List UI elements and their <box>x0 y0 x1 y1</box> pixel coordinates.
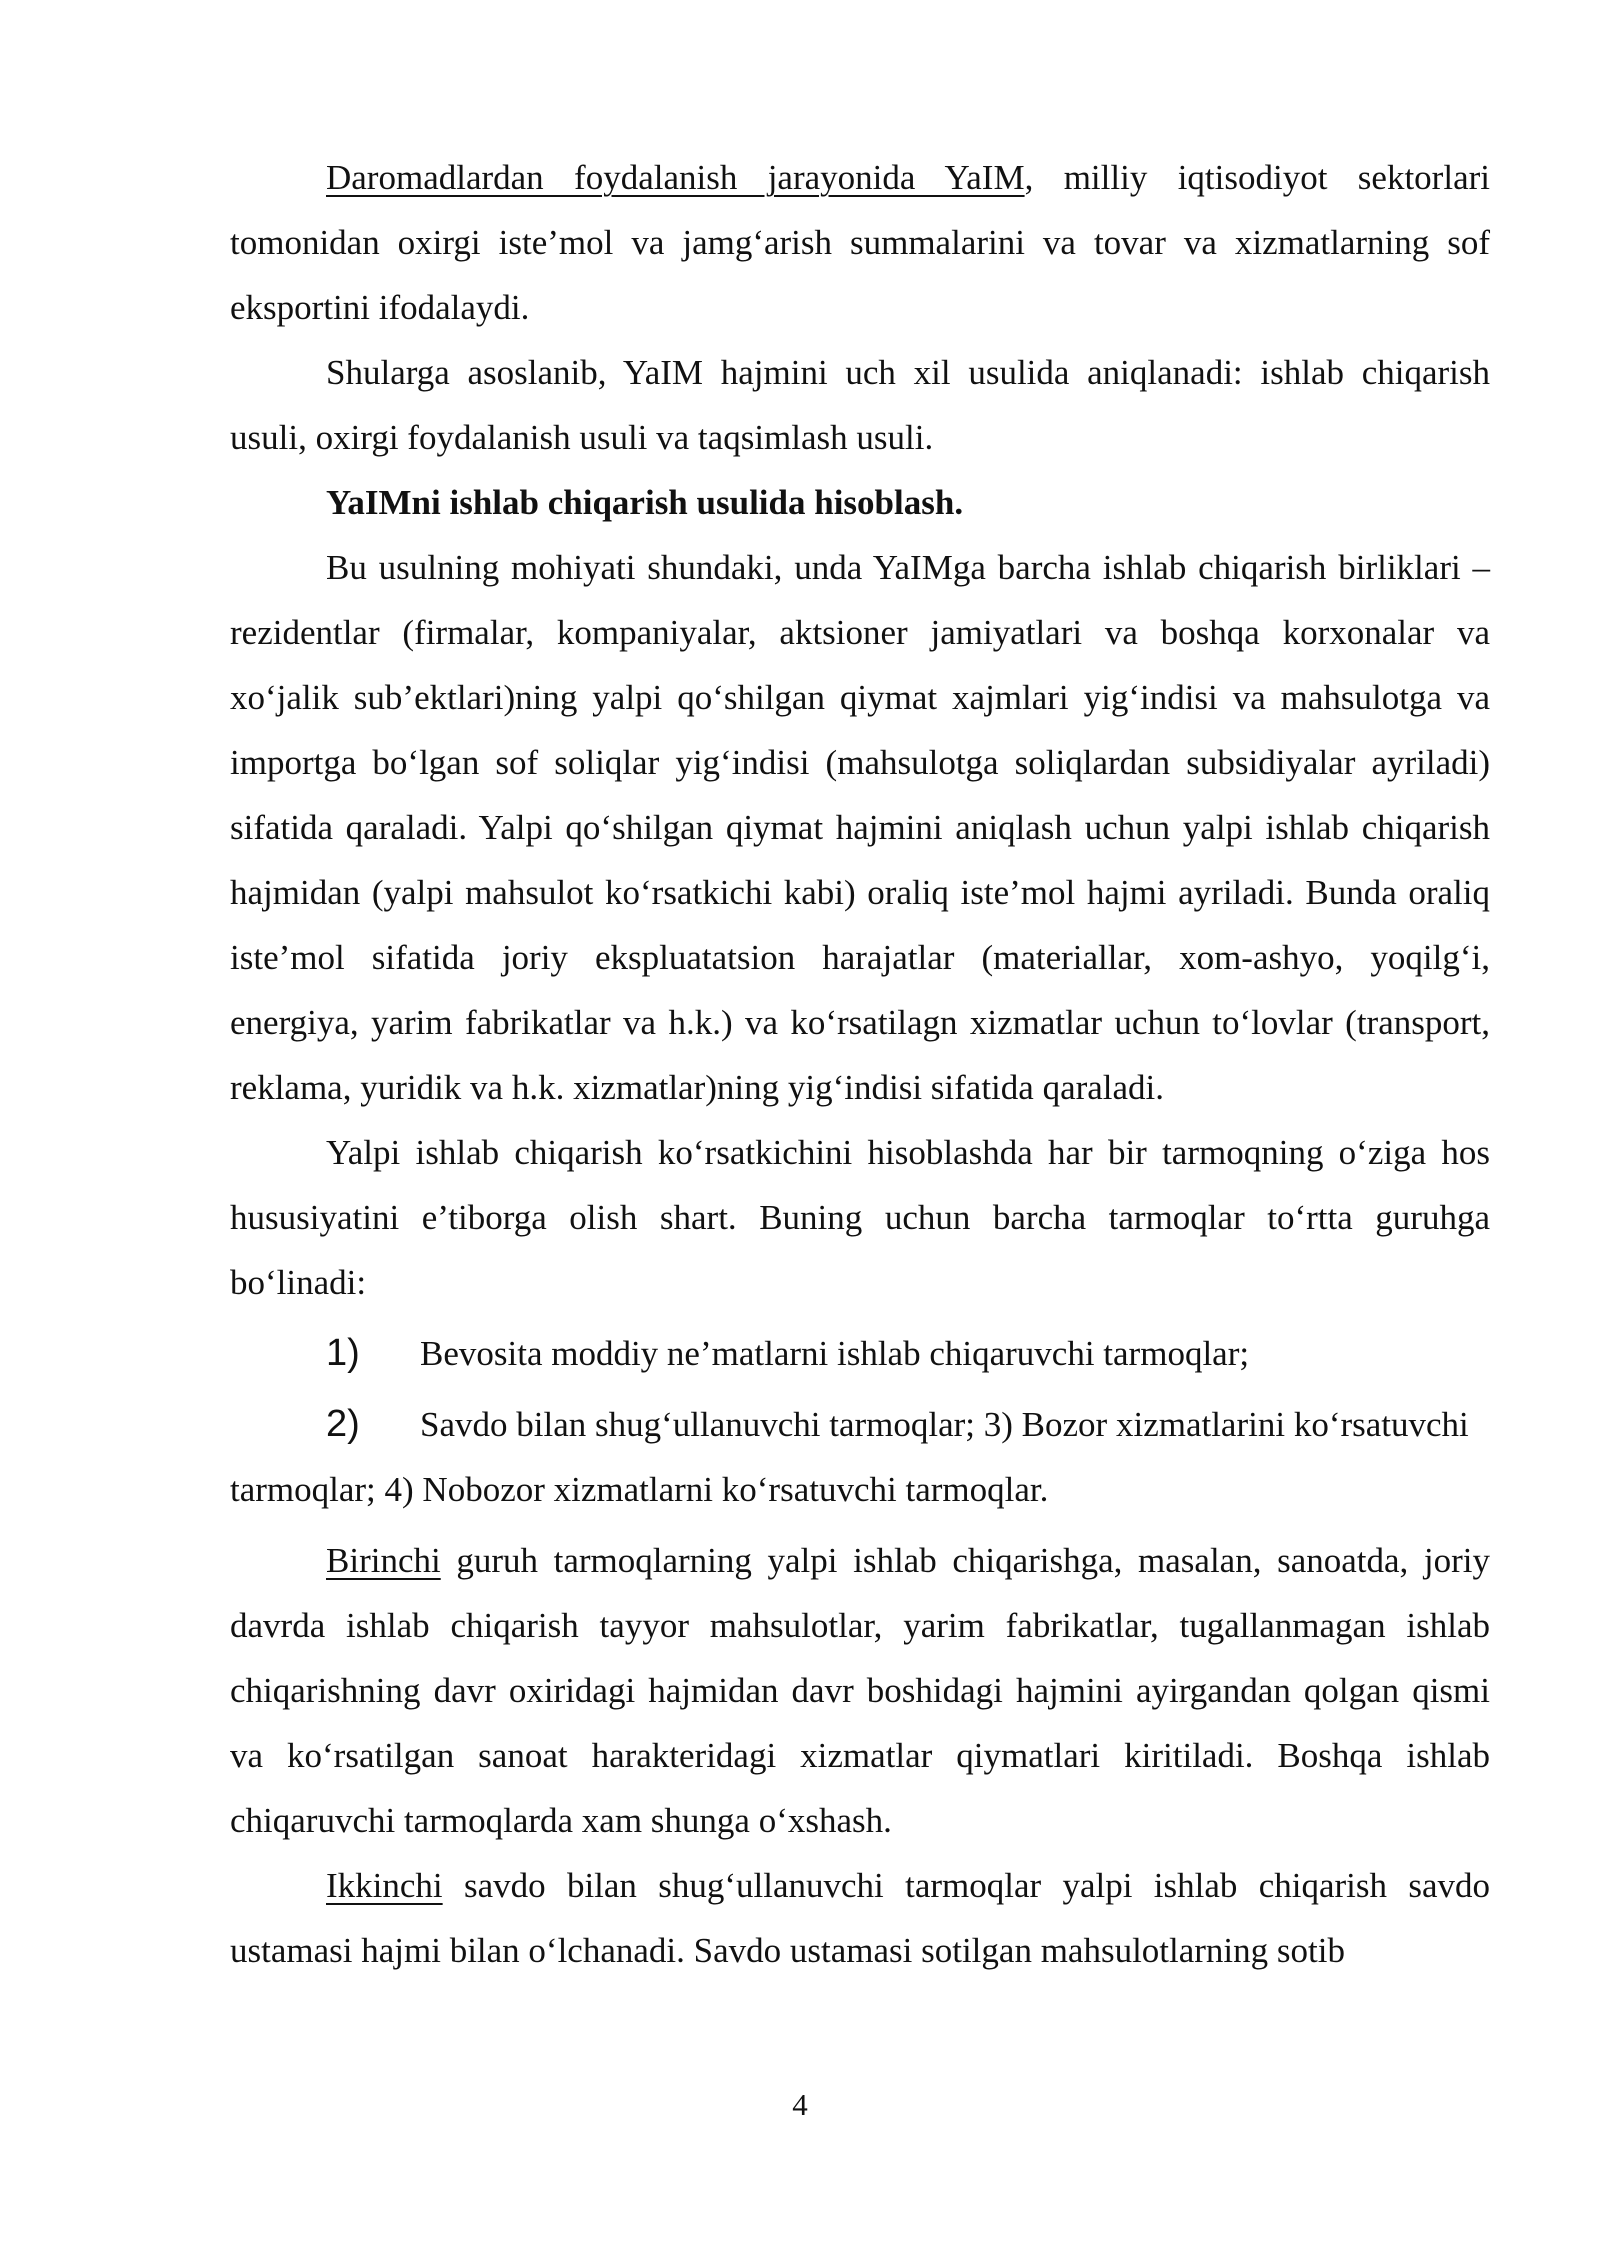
underlined-phrase: Birinchi <box>326 1541 441 1580</box>
list-item-text: Savdo bilan shug‘ullanuvchi tarmoqlar; 3) Bozor xizmatlarini ko‘rsatuvchi tarmoqlar; 4) Nobozor xizmatlarni ko‘rsatuvchi tarmoqlar. <box>230 1405 1469 1509</box>
list-number: 1) <box>326 1332 360 1374</box>
list-number: 2) <box>326 1403 360 1445</box>
paragraph-sector-groups: Yalpi ishlab chiqarish ko‘rsatkichini hisoblashda har bir tarmoqning o‘ziga hos hususiyatini e’tiborga olish shart. Buning uchun barcha tarmoqlar to‘rtta guruhga bo‘linadi: <box>230 1133 1490 1302</box>
paragraph-text: , milliy iqtisodiyot sektorlari tomonidan oxirgi iste’mol va jamg‘arish summalarini va tovar va xizmatlarning sof eksportini ifodalaydi. <box>230 158 1490 327</box>
page-number: 4 <box>792 2087 808 2122</box>
paragraph-gdp-usage <box>230 145 1490 340</box>
page-body <box>230 145 1490 1983</box>
paragraph-methods: Shularga asoslanib, YaIM hajmini uch xil usulida aniqlanadi: ishlab chiqarish usuli, oxirgi foydalanish usuli va taqsimlash usuli. <box>230 353 1490 457</box>
list-item <box>230 1392 1490 1522</box>
paragraph-method-essence: Bu usulning mohiyati shundaki, unda YaIMga barcha ishlab chiqarish birliklari – rezidentlar (firmalar, kompaniyalar, aktsioner jamiyatlari va boshqa korxonalar va xo‘jalik sub’ektlari)ning yalpi qo‘shilgan qiymat xajmlari yig‘indisi va mahsulotga va importga bo‘lgan sof soliqlar yig‘indisi (mahsulotga soliqlardan subsidiyalar ayriladi) sifatida qaraladi. Yalpi qo‘shilgan qiymat hajmini aniqlash uchun yalpi ishlab chiqarish hajmidan (yalpi mahsulot ko‘rsatkichi kabi) oraliq iste’mol hajmi ayriladi. Bunda oraliq iste’mol sifatida joriy ekspluatatsion harajatlar (materiallar, xom-ashyo, yoqilg‘i, energiya, yarim fabrikatlar va h.k.) va ko‘rsatilagn xizmatlar uchun to‘lovlar (transport, reklama, yuridik va h.k. xizmatlar)ning yig‘indisi sifatida qaraladi. <box>230 548 1490 1107</box>
underlined-phrase: Ikkinchi <box>326 1866 443 1905</box>
section-heading: YaIMni ishlab chiqarish usulida hisoblash. <box>326 483 964 522</box>
paragraph-text: savdo bilan shug‘ullanuvchi tarmoqlar yalpi ishlab chiqarish savdo ustamasi hajmi bilan o‘lchanadi. Savdo ustamasi sotilgan mahsulotlarning sotib <box>230 1866 1490 1970</box>
paragraph-first-group <box>230 1528 1490 1853</box>
paragraph-text: guruh tarmoqlarning yalpi ishlab chiqarishga, masalan, sanoatda, joriy davrda ishlab chiqarish tayyor mahsulotlar, yarim fabrikatlar, tugallanmagan ishlab chiqarishning davr oxiridagi hajmidan davr boshidagi hajmini ayirgandan qolgan qismi va ko‘rsatilgan sanoat harakteridagi xizmatlar qiymatlari kiritiladi. Boshqa ishlab chiqaruvchi tarmoqlarda xam shunga o‘xshash. <box>230 1541 1490 1840</box>
underlined-phrase: Daromadlardan foydalanish jarayonida YaIM <box>326 158 1025 197</box>
list-item <box>230 1321 1490 1386</box>
list-item-text: Bevosita moddiy ne’matlarni ishlab chiqaruvchi tarmoqlar; <box>420 1334 1250 1373</box>
paragraph-second-group <box>230 1853 1490 1983</box>
